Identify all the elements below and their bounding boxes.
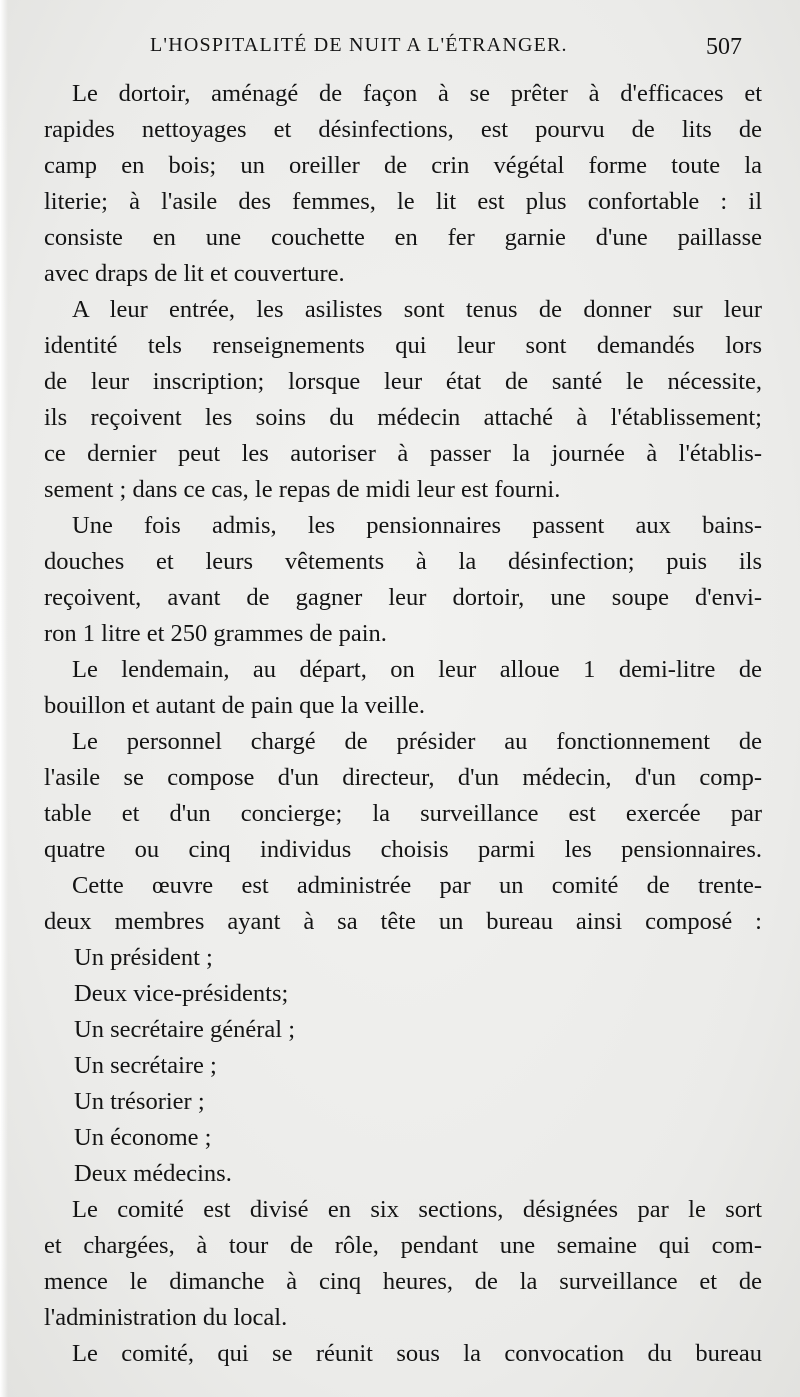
text-line: literie; à l'asile des femmes, le lit est plus confortable : il <box>44 188 762 215</box>
text-line: A leur entrée, les asilistes sont tenus de donner sur leur <box>72 296 762 323</box>
text-line: consiste en une couchette en fer garnie d'une paillasse <box>44 224 762 251</box>
text-line: Le dortoir, aménagé de façon à se prêter à d'efficaces et <box>72 80 762 107</box>
text-line: bouillon et autant de pain que la veille. <box>44 692 425 719</box>
text-line: ron 1 litre et 250 grammes de pain. <box>44 620 387 647</box>
text-line: Le personnel chargé de présider au fonctionnement de <box>72 728 762 755</box>
page-header <box>150 34 742 68</box>
body-text <box>44 76 762 1372</box>
text-line: l'administration du local. <box>44 1304 288 1331</box>
text-line: camp en bois; un oreiller de crin végétal forme toute la <box>44 152 762 179</box>
page-number: 507 <box>706 34 742 60</box>
text-line: douches et leurs vêtements à la désinfection; puis ils <box>44 548 762 575</box>
running-head: L'HOSPITALITÉ DE NUIT A L'ÉTRANGER. <box>150 34 568 56</box>
text-line: rapides nettoyages et désinfections, est pourvu de lits de <box>44 116 762 143</box>
text-line: Le comité est divisé en six sections, désignées par le sort <box>72 1196 762 1223</box>
text-line: l'asile se compose d'un directeur, d'un médecin, d'un comp- <box>44 764 762 791</box>
list-item: Un président ; <box>74 944 213 971</box>
text-line: de leur inscription; lorsque leur état de santé le nécessite, <box>44 368 762 395</box>
text-line: avec draps de lit et couverture. <box>44 260 345 287</box>
page-edge <box>0 0 8 1397</box>
list-item: Un économe ; <box>74 1124 212 1151</box>
text-line: mence le dimanche à cinq heures, de la surveillance et de <box>44 1268 762 1295</box>
list-item: Deux vice-présidents; <box>74 980 289 1007</box>
text-line: Cette œuvre est administrée par un comité de trente- <box>72 872 762 899</box>
text-line: Le lendemain, au départ, on leur alloue 1 demi-litre de <box>72 656 762 683</box>
text-line: et chargées, à tour de rôle, pendant une semaine qui com- <box>44 1232 762 1259</box>
text-line: Une fois admis, les pensionnaires passent aux bains- <box>72 512 762 539</box>
text-line: identité tels renseignements qui leur sont demandés lors <box>44 332 762 359</box>
list-item: Un secrétaire ; <box>74 1052 217 1079</box>
list-item: Un secrétaire général ; <box>74 1016 296 1043</box>
text-line: quatre ou cinq individus choisis parmi les pensionnaires. <box>44 836 762 863</box>
text-line: ils reçoivent les soins du médecin attaché à l'établissement; <box>44 404 762 431</box>
list-item: Un trésorier ; <box>74 1088 205 1115</box>
list-item: Deux médecins. <box>74 1160 232 1187</box>
text-line: sement ; dans ce cas, le repas de midi leur est fourni. <box>44 476 561 503</box>
text-line: ce dernier peut les autoriser à passer la journée à l'établis- <box>44 440 762 467</box>
text-line: reçoivent, avant de gagner leur dortoir, une soupe d'envi- <box>44 584 762 611</box>
text-line: deux membres ayant à sa tête un bureau ainsi composé : <box>44 908 762 935</box>
text-line: Le comité, qui se réunit sous la convocation du bureau <box>72 1340 762 1367</box>
text-line: table et d'un concierge; la surveillance est exercée par <box>44 800 762 827</box>
